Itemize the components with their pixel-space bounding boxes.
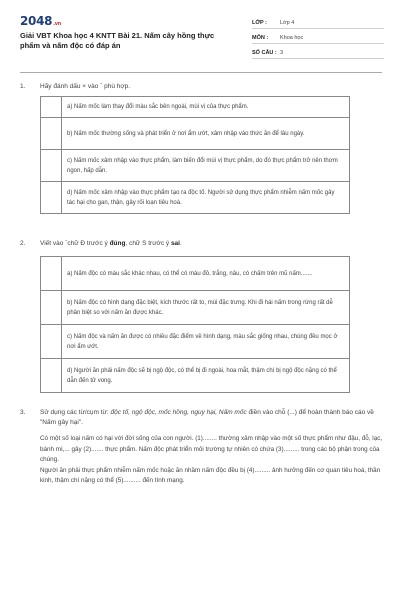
question-prompt: Hãy đánh dấu × vào ˉ phù hợp.	[40, 83, 131, 90]
question-1	[20, 82, 382, 92]
meta-value: 3	[280, 50, 284, 56]
meta-label: LỚP :	[252, 20, 267, 26]
option-text: b) Nấm mốc thường sống và phát triển ở nơi ẩm ướt, xâm nhập vào thức ăn để lâu ngày.	[62, 118, 350, 150]
question-number: 3.	[20, 409, 26, 416]
question-number: 2.	[20, 240, 26, 247]
meta-label: SỐ CÂU :	[252, 50, 277, 56]
word-bank: độc tố, ngộ độc, mốc hồng, nguy hại, Nấm mốc	[110, 409, 247, 416]
option-text: b) Nấm độc có hình dạng đặc biệt, kích thước rất to, mùi đặc trưng. Khi đi hái nấm trong rừng rất dễ phân biệt so với nấm ăn được khác.	[62, 291, 350, 325]
answer-box[interactable]	[41, 182, 62, 214]
answer-box[interactable]	[41, 150, 62, 182]
option-text: c) Nấm độc và nấm ăn được có nhiều đặc điểm về hình dạng, màu sắc giống nhau, chúng đều mọc ở nơi ẩm ướt.	[62, 325, 350, 359]
prompt-emphasis-wrong: sai	[170, 240, 180, 247]
meta-value: Lớp 4	[280, 20, 295, 26]
option-text: a) Nấm mốc làm thay đổi màu sắc bên ngoài, mùi vị của thực phẩm.	[62, 97, 350, 118]
option-row	[41, 97, 350, 118]
site-logo[interactable]	[20, 14, 61, 28]
option-text: d) Nấm mốc xâm nhập vào thực phẩm tạo ra độc tố. Người sử dụng thực phẩm nhiễm nấm mốc gây tác hại cho gan, thận, gây rối loạn tiêu hoá.	[62, 182, 350, 214]
question-prompt	[40, 239, 382, 249]
answer-box[interactable]	[41, 118, 62, 150]
prompt-part: Viết vào ˉchữ Đ trước ý	[40, 240, 110, 247]
option-row	[41, 325, 350, 359]
answer-box[interactable]	[41, 291, 62, 325]
prompt-emphasis-correct: đúng	[109, 240, 126, 247]
document-header	[20, 14, 382, 68]
question-prompt	[40, 408, 382, 428]
question-number: 1.	[20, 83, 26, 90]
meta-row-count	[252, 44, 384, 59]
answer-box[interactable]	[41, 97, 62, 118]
prompt-part: điền vào chỗ (...) để hoàn thành báo cáo về "Nấm gây hại".	[40, 409, 374, 426]
option-row	[41, 291, 350, 325]
prompt-part: .	[179, 240, 182, 247]
logo-text: 2048	[20, 14, 53, 28]
meta-row-class	[252, 14, 384, 29]
meta-label: MÔN :	[252, 35, 269, 41]
option-text: c) Nấm mốc xâm nhập vào thực phẩm, làm biến đổi mùi vị thực phẩm, do đó thực phẩm trở nên thơm ngon, hấp dẫn.	[62, 150, 350, 182]
option-row	[41, 118, 350, 150]
question-1-options	[40, 96, 350, 214]
option-row	[41, 182, 350, 214]
answer-box[interactable]	[41, 359, 62, 393]
question-2-options	[40, 256, 350, 393]
answer-box[interactable]	[41, 325, 62, 359]
option-row	[41, 257, 350, 291]
passage-paragraph: Người ăn phải thực phẩm nhiễm nấm mốc hoặc ăn nhầm nấm độc đều bị (4)......... ảnh hưởng đến cơ quan tiêu hoá, thần kinh, thậm chí nặng có thể (5).......... đến tính mạng.	[40, 466, 381, 484]
document-title: Giải VBT Khoa học 4 KNTT Bài 21. Nấm cây hồng thực phẩm và nấm độc có đáp án	[20, 31, 215, 50]
meta-value: Khoa học	[280, 35, 304, 41]
option-row	[41, 150, 350, 182]
question-2	[20, 239, 382, 249]
prompt-part: Sử dụng các từ/cụm từ:	[40, 409, 111, 416]
answer-box[interactable]	[41, 257, 62, 291]
header-divider	[20, 72, 382, 73]
meta-row-subject	[252, 29, 384, 44]
passage-paragraph: Có một số loại nấm có hại với đời sống của con người. (1)........ thường xâm nhập vào một số thực phẩm như đậu, đỗ, lạc, bánh mì,... gây (2)....... thực phẩm. Nấm độc phát triển môi trường tự nhiên có chứa (3)......... trong các bộ phận trong của chúng.	[40, 435, 383, 463]
meta-info	[252, 14, 384, 59]
option-row	[41, 359, 350, 393]
prompt-part: , chữ S trước ý	[125, 240, 171, 247]
question-3	[20, 408, 382, 428]
option-text: d) Người ăn phải nấm độc sẽ bị ngộ độc, có thể bị đi ngoài, hoa mắt, thậm chí bị ngộ độc nặng có thể dẫn đến tử vong.	[62, 359, 350, 393]
option-text: a) Nấm độc có màu sắc khác nhau, có thể có màu đỏ, trắng, nâu, có chấm trên mũ nấm.......	[62, 257, 350, 291]
logo-domain: .vn	[53, 21, 62, 27]
question-3-passage	[40, 434, 386, 487]
